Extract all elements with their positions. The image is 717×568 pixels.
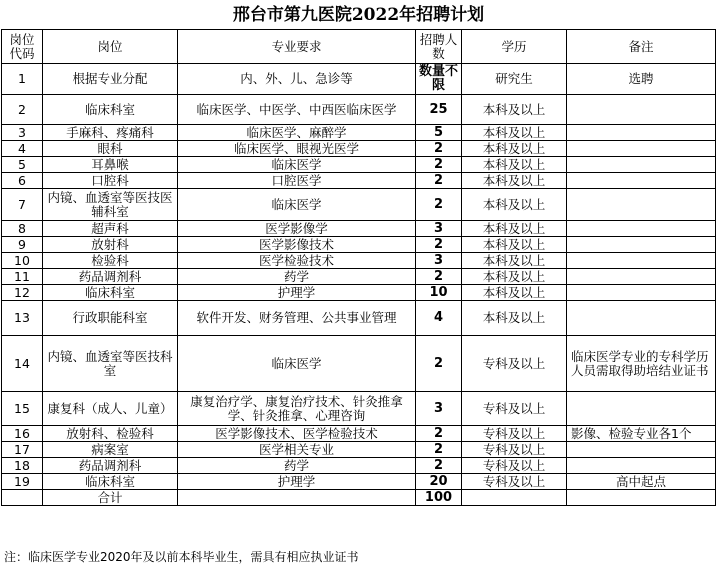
cell-code: 13	[2, 301, 43, 336]
cell-major: 临床医学、眼视光医学	[178, 141, 416, 157]
cell-remark	[567, 392, 716, 426]
cell-count: 10	[416, 285, 462, 301]
cell-position: 行政职能科室	[43, 301, 178, 336]
cell-major: 内、外、儿、急诊等	[178, 64, 416, 95]
cell-education: 专科及以上	[462, 474, 567, 490]
total-remark-cell	[567, 490, 716, 506]
cell-position: 放射科、检验科	[43, 426, 178, 442]
cell-code: 17	[2, 442, 43, 458]
total-code-cell	[2, 490, 43, 506]
cell-count: 2	[416, 269, 462, 285]
cell-education: 专科及以上	[462, 442, 567, 458]
cell-position: 内镜、血透室等医技科室	[43, 336, 178, 392]
cell-remark	[567, 189, 716, 221]
cell-position: 放射科	[43, 237, 178, 253]
header-major: 专业要求	[178, 30, 416, 64]
table-row	[2, 301, 716, 336]
cell-major: 医学影像学	[178, 221, 416, 237]
cell-code: 6	[2, 173, 43, 189]
cell-education: 本科及以上	[462, 157, 567, 173]
cell-position: 药品调剂科	[43, 458, 178, 474]
cell-position: 超声科	[43, 221, 178, 237]
cell-code: 16	[2, 426, 43, 442]
cell-code: 5	[2, 157, 43, 173]
cell-count: 2	[416, 157, 462, 173]
cell-remark: 影像、检验专业各1个	[567, 426, 716, 442]
table-row	[2, 442, 716, 458]
cell-major: 康复治疗学、康复治疗技术、针灸推拿学、针灸推拿、心理咨询	[178, 392, 416, 426]
cell-major: 护理学	[178, 474, 416, 490]
cell-code: 11	[2, 269, 43, 285]
cell-education: 本科及以上	[462, 95, 567, 125]
cell-count: 2	[416, 189, 462, 221]
cell-education: 本科及以上	[462, 173, 567, 189]
cell-position: 耳鼻喉	[43, 157, 178, 173]
header-code: 岗位代码	[2, 30, 43, 64]
table-row	[2, 269, 716, 285]
cell-code: 3	[2, 125, 43, 141]
cell-code: 15	[2, 392, 43, 426]
cell-education: 本科及以上	[462, 141, 567, 157]
table-row	[2, 173, 716, 189]
cell-remark	[567, 442, 716, 458]
cell-remark	[567, 301, 716, 336]
table-row	[2, 141, 716, 157]
cell-position: 药品调剂科	[43, 269, 178, 285]
header-count: 招聘人数	[416, 30, 462, 64]
cell-position: 康复科（成人、儿童）	[43, 392, 178, 426]
cell-count: 3	[416, 253, 462, 269]
cell-remark	[567, 253, 716, 269]
cell-code: 14	[2, 336, 43, 392]
cell-code: 2	[2, 95, 43, 125]
cell-major: 药学	[178, 269, 416, 285]
cell-count: 3	[416, 221, 462, 237]
total-major-cell	[178, 490, 416, 506]
cell-code: 8	[2, 221, 43, 237]
table-row	[2, 458, 716, 474]
header-remark: 备注	[567, 30, 716, 64]
table-body	[2, 30, 716, 506]
table-row	[2, 189, 716, 221]
cell-position: 口腔科	[43, 173, 178, 189]
cell-major: 临床医学、中医学、中西医临床医学	[178, 95, 416, 125]
cell-position: 临床科室	[43, 285, 178, 301]
cell-remark	[567, 458, 716, 474]
page-title: 邢台市第九医院2022年招聘计划	[232, 5, 485, 25]
cell-code: 18	[2, 458, 43, 474]
cell-major: 医学检验技术	[178, 253, 416, 269]
table-row	[2, 125, 716, 141]
cell-remark: 选聘	[567, 64, 716, 95]
header-position: 岗位	[43, 30, 178, 64]
cell-code: 19	[2, 474, 43, 490]
footnote: 注：临床医学专业2020年及以前本科毕业生，需具有相应执业证书	[4, 550, 359, 564]
cell-position: 检验科	[43, 253, 178, 269]
cell-code: 9	[2, 237, 43, 253]
cell-code: 12	[2, 285, 43, 301]
cell-count: 2	[416, 442, 462, 458]
cell-major: 临床医学	[178, 157, 416, 173]
table-row	[2, 64, 716, 95]
cell-remark: 高中起点	[567, 474, 716, 490]
cell-position: 根据专业分配	[43, 64, 178, 95]
cell-remark	[567, 141, 716, 157]
cell-education: 本科及以上	[462, 221, 567, 237]
header-education: 学历	[462, 30, 567, 64]
cell-remark	[567, 269, 716, 285]
cell-position: 内镜、血透室等医技医辅科室	[43, 189, 178, 221]
cell-remark	[567, 157, 716, 173]
cell-major: 口腔医学	[178, 173, 416, 189]
cell-education: 本科及以上	[462, 301, 567, 336]
table-row	[2, 426, 716, 442]
cell-education: 专科及以上	[462, 392, 567, 426]
table-row	[2, 253, 716, 269]
total-count: 100	[416, 490, 462, 506]
table-row	[2, 95, 716, 125]
cell-count: 2	[416, 237, 462, 253]
cell-position: 眼科	[43, 141, 178, 157]
cell-count: 4	[416, 301, 462, 336]
total-row	[2, 490, 716, 506]
cell-count: 5	[416, 125, 462, 141]
cell-education: 本科及以上	[462, 189, 567, 221]
cell-education: 本科及以上	[462, 285, 567, 301]
table-row	[2, 392, 716, 426]
cell-count: 2	[416, 173, 462, 189]
cell-major: 医学影像技术	[178, 237, 416, 253]
cell-remark	[567, 221, 716, 237]
cell-count: 3	[416, 392, 462, 426]
total-education-cell	[462, 490, 567, 506]
header-row	[2, 30, 716, 64]
table-row	[2, 221, 716, 237]
cell-education: 专科及以上	[462, 426, 567, 442]
cell-count: 2	[416, 426, 462, 442]
cell-count: 2	[416, 336, 462, 392]
cell-education: 本科及以上	[462, 253, 567, 269]
cell-remark	[567, 173, 716, 189]
cell-code: 4	[2, 141, 43, 157]
cell-major: 临床医学	[178, 336, 416, 392]
cell-education: 本科及以上	[462, 269, 567, 285]
cell-code: 7	[2, 189, 43, 221]
cell-count: 20	[416, 474, 462, 490]
cell-code: 1	[2, 64, 43, 95]
cell-education: 专科及以上	[462, 336, 567, 392]
cell-position: 临床科室	[43, 474, 178, 490]
cell-count: 数量不限	[416, 64, 462, 95]
cell-remark	[567, 125, 716, 141]
cell-major: 医学相关专业	[178, 442, 416, 458]
cell-count: 25	[416, 95, 462, 125]
recruitment-table	[1, 29, 716, 506]
cell-count: 2	[416, 141, 462, 157]
table-row	[2, 237, 716, 253]
cell-education: 研究生	[462, 64, 567, 95]
cell-position: 手麻科、疼痛科	[43, 125, 178, 141]
table-row	[2, 336, 716, 392]
cell-remark	[567, 285, 716, 301]
table-row	[2, 474, 716, 490]
cell-education: 专科及以上	[462, 458, 567, 474]
cell-major: 护理学	[178, 285, 416, 301]
cell-major: 药学	[178, 458, 416, 474]
total-label: 合计	[43, 490, 178, 506]
cell-position: 临床科室	[43, 95, 178, 125]
cell-position: 病案室	[43, 442, 178, 458]
cell-major: 临床医学、麻醉学	[178, 125, 416, 141]
cell-count: 2	[416, 458, 462, 474]
cell-code: 10	[2, 253, 43, 269]
cell-education: 本科及以上	[462, 237, 567, 253]
cell-major: 医学影像技术、医学检验技术	[178, 426, 416, 442]
table-row	[2, 157, 716, 173]
cell-remark	[567, 237, 716, 253]
table-row	[2, 285, 716, 301]
cell-education: 本科及以上	[462, 125, 567, 141]
cell-remark	[567, 95, 716, 125]
cell-major: 临床医学	[178, 189, 416, 221]
cell-remark: 临床医学专业的专科学历人员需取得助培结业证书	[567, 336, 716, 392]
cell-major: 软件开发、财务管理、公共事业管理	[178, 301, 416, 336]
